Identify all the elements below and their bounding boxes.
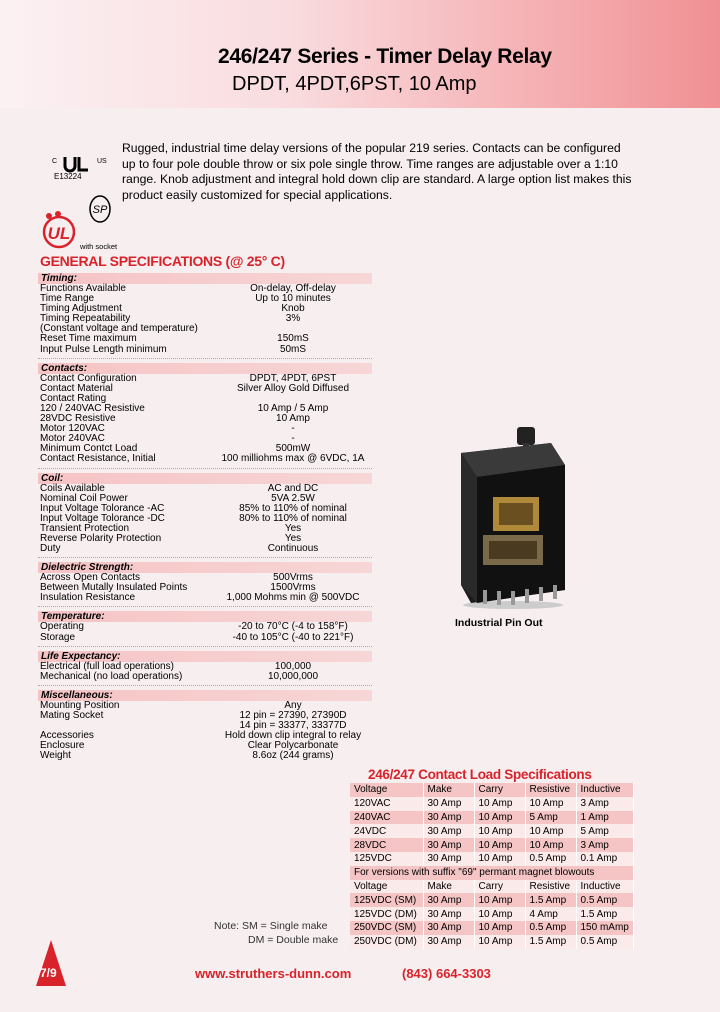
table-cell: 5 Amp — [576, 824, 633, 838]
spec-label: Timing Repeatability — [40, 313, 131, 325]
spec-value: On-delay, Off-delay — [250, 283, 336, 294]
specifications-list — [38, 273, 372, 761]
table-cell: 1.5 Amp — [525, 893, 576, 907]
spec-value: 500mW — [275, 443, 311, 455]
spec-row — [38, 454, 372, 464]
spec-label: 120 / 240VAC Resistive — [40, 402, 145, 414]
table-cell: 0.5 Amp — [525, 852, 576, 866]
spec-label: Duty — [40, 543, 61, 555]
spec-label: Storage — [40, 631, 76, 643]
table-cell: Make — [423, 880, 474, 894]
table-note-row — [350, 866, 633, 880]
spec-value: 10,000,000 — [267, 670, 319, 682]
table-cell: Carry — [474, 880, 525, 894]
table-cell: 1.5 Amp — [525, 935, 576, 949]
table-row — [350, 838, 633, 852]
table-header-row — [350, 880, 633, 894]
spec-value: Knob — [281, 303, 305, 315]
spec-label: Timing Adjustment — [40, 303, 122, 315]
svg-text:UL: UL — [47, 224, 71, 243]
suffix-note: For versions with suffix "69" permant magnet blowouts — [350, 866, 633, 880]
table-cell: Resistive — [525, 880, 576, 894]
spec-value: 1500Vrms — [270, 582, 316, 594]
section-divider — [38, 606, 372, 607]
table-cell: 3 Amp — [576, 838, 633, 852]
spec-label: (Constant voltage and temperature) — [40, 323, 198, 335]
spec-value: 12 pin = 27390, 27390D — [239, 709, 347, 721]
spec-label: Nominal Coil Power — [40, 492, 128, 504]
table-cell: 150 mAmp — [576, 921, 633, 935]
table-cell: 10 Amp — [474, 852, 525, 866]
table-cell: 0.5 Amp — [576, 893, 633, 907]
spec-label: Accessories — [40, 730, 94, 742]
page-title: 246/247 Series - Timer Delay Relay — [218, 45, 552, 68]
spec-label: Mating Socket — [40, 709, 104, 721]
table-cell: Carry — [474, 783, 525, 797]
spec-row — [38, 751, 372, 761]
general-specifications-title: GENERAL SPECIFICATIONS (@ 25° C) — [40, 253, 285, 269]
section-divider — [38, 557, 372, 558]
ul-listed-icon — [40, 210, 78, 252]
cert-us-label: US — [97, 158, 107, 165]
section-heading: Life Expectancy: — [38, 651, 372, 662]
table-cell: 30 Amp — [423, 852, 474, 866]
spec-value: - — [291, 433, 295, 445]
table-row — [350, 852, 633, 866]
spec-label: Mechanical (no load operations) — [40, 670, 183, 682]
spec-label: Weight — [40, 750, 71, 762]
spec-value: 50mS — [279, 343, 307, 355]
spec-value: 10 Amp — [276, 413, 310, 425]
spec-row — [38, 672, 372, 682]
table-cell: 10 Amp — [525, 824, 576, 838]
spec-label: Coils Available — [40, 482, 105, 494]
spec-label: Functions Available — [40, 283, 126, 294]
spec-value: 3% — [285, 313, 301, 325]
table-row — [350, 907, 633, 921]
svg-text:SP: SP — [92, 204, 108, 216]
intro-paragraph: Rugged, industrial time delay versions of the popular 219 series. Contacts can be configured up to four pole double throw or six pole single throw. Time ranges are adjustable over a 1:10 range. Knob adjustment and integral hold down clip are standard. A large option list makes this product easily customized for special applications. — [122, 141, 632, 202]
table-cell: 24VDC — [350, 824, 423, 838]
section-divider — [38, 646, 372, 647]
table-cell: 30 Amp — [423, 824, 474, 838]
table-cell: 10 Amp — [474, 824, 525, 838]
csa-icon — [88, 194, 112, 224]
page-subtitle: DPDT, 4PDT,6PST, 10 Amp — [232, 73, 477, 95]
spec-row — [38, 544, 372, 554]
section-divider — [38, 468, 372, 469]
spec-value: Hold down clip integral to relay — [224, 730, 362, 742]
section-heading: Coil: — [38, 473, 372, 484]
page-number: 7/9 — [40, 966, 57, 980]
spec-value: Any — [284, 699, 302, 711]
cert-file-number: E13224 — [54, 172, 82, 181]
spec-value: Yes — [284, 532, 302, 544]
image-caption: Industrial Pin Out — [455, 617, 543, 629]
table-cell: Make — [423, 783, 474, 797]
spec-label: Transient Protection — [40, 522, 130, 534]
table-cell: 125VDC (SM) — [350, 893, 423, 907]
spec-value: -20 to 70°C (-4 to 158°F) — [238, 621, 348, 633]
table-row — [350, 921, 633, 935]
table-cell: 30 Amp — [423, 893, 474, 907]
spec-label: Between Mutally Insulated Points — [40, 582, 188, 594]
table-row — [350, 797, 633, 811]
table-cell: 28VDC — [350, 838, 423, 852]
spec-row — [38, 593, 372, 603]
spec-label: Electrical (full load operations) — [40, 660, 174, 672]
spec-row — [38, 633, 372, 643]
table-cell: 10 Amp — [474, 838, 525, 852]
table-cell: 240VAC — [350, 811, 423, 825]
spec-label: Motor 120VAC — [40, 423, 105, 435]
spec-label: Operating — [40, 621, 84, 633]
table-cell: 30 Amp — [423, 907, 474, 921]
spec-value: 500Vrms — [273, 572, 313, 584]
spec-value: Continuous — [267, 543, 319, 555]
table-cell: 1.5 Amp — [576, 907, 633, 921]
table-cell: 30 Amp — [423, 935, 474, 949]
table-row — [350, 893, 633, 907]
phone-number: (843) 664-3303 — [402, 966, 491, 981]
table-cell: 10 Amp — [525, 838, 576, 852]
section-heading: Miscellaneous: — [38, 690, 372, 701]
spec-value: 14 pin = 33377, 33377D — [239, 720, 347, 731]
section-heading: Timing: — [38, 273, 372, 284]
section-heading: Dielectric Strength: — [38, 562, 372, 573]
table-cell: 0.1 Amp — [576, 852, 633, 866]
spec-value: 100,000 — [274, 660, 312, 672]
table-cell: 10 Amp — [474, 797, 525, 811]
table-cell: 30 Amp — [423, 797, 474, 811]
spec-label: Minimum Contct Load — [40, 443, 138, 455]
table-cell: 4 Amp — [525, 907, 576, 921]
table-cell: 10 Amp — [474, 811, 525, 825]
note-double-make: DM = Double make — [248, 934, 339, 946]
table-cell: 30 Amp — [423, 838, 474, 852]
cert-c-label: C — [52, 158, 58, 165]
section-heading: Temperature: — [38, 611, 372, 622]
table-cell: Voltage — [350, 880, 423, 894]
table-row — [350, 824, 633, 838]
website-link[interactable]: www.struthers-dunn.com — [195, 966, 352, 981]
spec-value: 100 milliohms max @ 6VDC, 1A — [221, 453, 365, 465]
table-row — [350, 935, 633, 949]
table-cell: 125VDC — [350, 852, 423, 866]
spec-label: 28VDC Resistive — [40, 413, 116, 425]
spec-value: Clear Polycarbonate — [247, 740, 339, 752]
table-cell: 10 Amp — [474, 907, 525, 921]
table-cell: Voltage — [350, 783, 423, 797]
spec-label: Across Open Contacts — [40, 572, 141, 584]
with-socket-label: with socket — [80, 242, 118, 251]
table-cell: 250VDC (DM) — [350, 935, 423, 949]
spec-label: Reverse Polarity Protection — [40, 532, 162, 544]
spec-value: 10 Amp / 5 Amp — [257, 402, 329, 414]
table-cell: Inductive — [576, 880, 633, 894]
table-cell: 5 Amp — [525, 811, 576, 825]
table-cell: 30 Amp — [423, 921, 474, 935]
spec-label: Enclosure — [40, 740, 85, 752]
spec-row — [38, 534, 372, 544]
relay-image — [453, 425, 573, 610]
contact-load-table — [350, 783, 634, 949]
contact-load-title: 246/247 Contact Load Specifications — [368, 767, 592, 782]
table-header-row — [350, 783, 633, 797]
spec-label: Input Voltage Tolorance -AC — [40, 502, 165, 514]
spec-value: - — [291, 423, 295, 435]
table-cell: 250VDC (SM) — [350, 921, 423, 935]
spec-value: 85% to 110% of nominal — [239, 502, 347, 514]
table-cell: 120VAC — [350, 797, 423, 811]
section-heading: Contacts: — [38, 363, 372, 374]
spec-label: Contact Resistance, Initial — [40, 453, 156, 465]
spec-label: Input Voltage Tolorance -DC — [40, 512, 165, 524]
table-cell: 10 Amp — [474, 921, 525, 935]
spec-value: Silver Alloy Gold Diffused — [236, 382, 350, 394]
spec-value: Up to 10 minutes — [255, 293, 331, 305]
table-cell: Resistive — [525, 783, 576, 797]
table-cell: 1 Amp — [576, 811, 633, 825]
spec-row — [38, 345, 372, 355]
spec-value: AC and DC — [267, 482, 319, 494]
spec-value: Yes — [284, 522, 302, 534]
table-cell: 10 Amp — [525, 797, 576, 811]
table-cell: 10 Amp — [474, 935, 525, 949]
table-cell: 125VDC (DM) — [350, 907, 423, 921]
table-cell: Inductive — [576, 783, 633, 797]
table-cell: 10 Amp — [474, 893, 525, 907]
note-single-make: Note: SM = Single make — [214, 920, 328, 932]
spec-label: Contact Configuration — [40, 372, 137, 384]
spec-value: 1,000 Mohms min @ 500VDC — [226, 592, 360, 604]
section-divider — [38, 358, 372, 359]
spec-label: Contact Material — [40, 382, 113, 394]
spec-label: Mounting Position — [40, 699, 120, 711]
spec-label: Motor 240VAC — [40, 433, 105, 445]
spec-value: 5VA 2.5W — [271, 492, 315, 504]
spec-value: DPDT, 4PDT, 6PST — [249, 372, 337, 384]
table-cell: 0.5 Amp — [576, 935, 633, 949]
table-cell: 0.5 Amp — [525, 921, 576, 935]
table-row — [350, 811, 633, 825]
spec-label: Insulation Resistance — [40, 592, 136, 604]
spec-value: 150mS — [277, 333, 309, 345]
spec-label: Input Pulse Length minimum — [40, 343, 167, 355]
spec-label: Time Range — [40, 293, 95, 305]
spec-value: 8.6oz (244 grams) — [252, 750, 334, 762]
spec-value: 80% to 110% of nominal — [239, 512, 347, 524]
table-cell: 30 Amp — [423, 811, 474, 825]
spec-label: Reset Time maximum — [40, 333, 137, 345]
spec-label: Contact Rating — [40, 392, 107, 404]
table-cell: 3 Amp — [576, 797, 633, 811]
section-divider — [38, 685, 372, 686]
spec-value: -40 to 105°C (-40 to 221°F) — [232, 631, 354, 643]
